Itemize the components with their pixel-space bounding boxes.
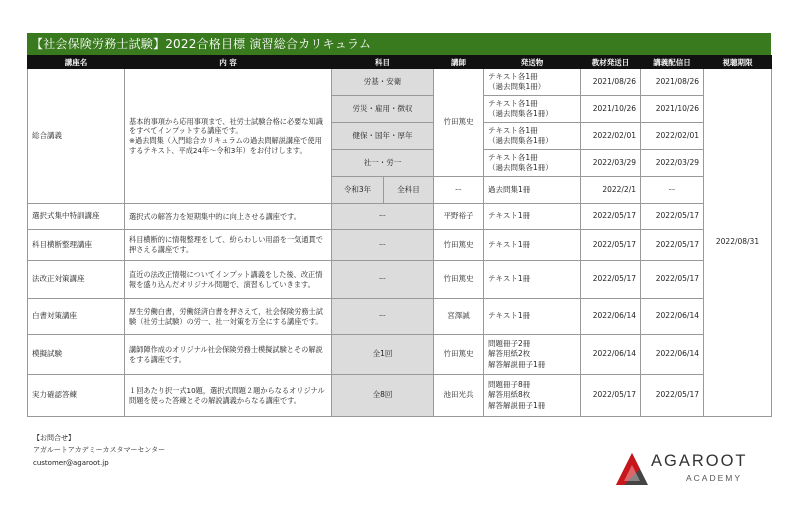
course-content: 講師陣作成のオリジナル社会保険労務士模擬試験とその解説をする講座です。	[125, 335, 332, 375]
agaroot-logo	[614, 451, 774, 491]
ship-date-cell: 2022/03/29	[581, 150, 641, 177]
stream-date-cell: 2022/05/17	[641, 230, 704, 261]
page-title: 【社会保険労務士試験】2022合格目標 演習総合カリキュラム	[27, 33, 771, 55]
course-content: 基本的事項から応用事項まで、社労士試験合格に必要な知識をすべてインプットする講座です。 ※過去問集（入門総合カリキュラムの過去問解説講座で使用するテキスト、平成24年～令和3年）をお付けします。	[125, 69, 332, 204]
table-row	[28, 204, 772, 230]
materials-cell: テキスト各1冊 （過去問集各1冊）	[484, 96, 581, 123]
materials-cell: テキスト各1冊 （過去問集1冊）	[484, 69, 581, 96]
subject-cell: ー	[332, 299, 434, 335]
course-content: 科目横断的に情報整理をして、紛らわしい用語を一気通貫で押さえる講座です。	[125, 230, 332, 261]
materials-cell: 問題冊子8冊 解答用紙8枚 解答解説冊子1冊	[484, 375, 581, 417]
teacher-cell: 竹田篤史	[434, 69, 484, 177]
subject-cell: ー	[332, 204, 434, 230]
stream-date-cell: 2022/06/14	[641, 335, 704, 375]
header-course-name: 講座名	[28, 56, 125, 69]
header-teacher: 講師	[434, 56, 484, 69]
materials-cell: 問題冊子2冊 解答用紙2枚 解答解説冊子1冊	[484, 335, 581, 375]
table-row	[28, 230, 772, 261]
ship-date-cell: 2021/08/26	[581, 69, 641, 96]
materials-cell: テキスト各1冊 （過去問集各1冊）	[484, 150, 581, 177]
header-subject: 科目	[332, 56, 434, 69]
ship-date-cell: 2021/10/26	[581, 96, 641, 123]
ship-date-cell: 2022/05/17	[581, 375, 641, 417]
table-row	[28, 299, 772, 335]
subject-cell: 社一・労一	[332, 150, 434, 177]
stream-date-cell: 2022/05/17	[641, 204, 704, 230]
table-row	[28, 261, 772, 299]
subject-cell: ー	[332, 230, 434, 261]
ship-date-cell: 2022/05/17	[581, 230, 641, 261]
teacher-cell: ー	[434, 177, 484, 204]
teacher-cell: 宮澤誠	[434, 299, 484, 335]
curriculum-table	[27, 55, 772, 417]
teacher-cell: 池田光兵	[434, 375, 484, 417]
subject-cell: 労災・雇用・徴収	[332, 96, 434, 123]
deadline-cell: 2022/08/31	[704, 69, 772, 417]
stream-date-cell: 2022/06/14	[641, 299, 704, 335]
stream-date-cell: ー	[641, 177, 704, 204]
table-row	[28, 69, 772, 96]
logo-sub: ACADEMY	[686, 473, 743, 483]
table-header-row	[28, 56, 772, 69]
course-name: 選択式集中特訓講座	[28, 204, 125, 230]
header-ship-date: 教材発送日	[581, 56, 641, 69]
teacher-cell: 竹田篤史	[434, 261, 484, 299]
header-stream-date: 講義配信日	[641, 56, 704, 69]
stream-date-cell: 2022/05/17	[641, 261, 704, 299]
stream-date-cell: 2022/03/29	[641, 150, 704, 177]
teacher-cell: 竹田篤史	[434, 335, 484, 375]
teacher-cell: 平野裕子	[434, 204, 484, 230]
materials-cell: 過去問集1冊	[484, 177, 581, 204]
ship-date-cell: 2022/02/01	[581, 123, 641, 150]
ship-date-cell: 2022/05/17	[581, 261, 641, 299]
stream-date-cell: 2021/10/26	[641, 96, 704, 123]
materials-cell: テキスト各1冊 （過去問集各1冊）	[484, 123, 581, 150]
ship-date-cell: 2022/06/14	[581, 335, 641, 375]
materials-cell: テキスト1冊	[484, 204, 581, 230]
course-content: 直近の法改正情報についてインプット講義をした後、改正情報を盛り込んだオリジナル問題で、演習もしていきます。	[125, 261, 332, 299]
stream-date-cell: 2021/08/26	[641, 69, 704, 96]
contact-center: アガルートアカデミーカスタマーセンター	[33, 446, 166, 455]
course-name: 科目横断整理講座	[28, 230, 125, 261]
logo-word: AGAROOT	[651, 452, 748, 470]
course-name: 実力確認答練	[28, 375, 125, 417]
ship-date-cell: 2022/2/1	[581, 177, 641, 204]
table-row	[28, 335, 772, 375]
table-row	[28, 375, 772, 417]
header-content: 内 容	[125, 56, 332, 69]
materials-cell: テキスト1冊	[484, 230, 581, 261]
stream-date-cell: 2022/02/01	[641, 123, 704, 150]
course-name: 白書対策講座	[28, 299, 125, 335]
ship-date-cell: 2022/05/17	[581, 204, 641, 230]
logo-mark-icon	[614, 451, 650, 487]
header-deadline: 視聴期限	[704, 56, 772, 69]
subject-cell: 全1回	[332, 335, 434, 375]
contact-email[interactable]: customer@agaroot.jp	[33, 458, 109, 467]
subject-cell: 健保・国年・厚年	[332, 123, 434, 150]
contact-heading: 【お問合せ】	[33, 434, 75, 442]
course-content: １回あたり択一式10題，選択式問題２題からなるオリジナル問題を使った答練とその解説講義からなる講座です。	[125, 375, 332, 417]
subject-cell: 労基・安衛	[332, 69, 434, 96]
course-content: 厚生労働白書，労働経済白書を押さえて，社会保険労務士試験（社労士試験）の労一、社一対策を万全にする講座です。	[125, 299, 332, 335]
subject-cell: 全8回	[332, 375, 434, 417]
course-content: 選択式の解答力を短期集中的に向上させる講座です。	[125, 204, 332, 230]
course-name: 模擬試験	[28, 335, 125, 375]
course-name: 総合講義	[28, 69, 125, 204]
contact-footer	[33, 432, 165, 469]
ship-date-cell: 2022/06/14	[581, 299, 641, 335]
teacher-cell: 竹田篤史	[434, 230, 484, 261]
subject-year-cell: 令和3年	[332, 177, 384, 204]
header-materials: 発送物	[484, 56, 581, 69]
course-name: 法改正対策講座	[28, 261, 125, 299]
subject-all-cell: 全科目	[384, 177, 434, 204]
materials-cell: テキスト1冊	[484, 261, 581, 299]
materials-cell: テキスト1冊	[484, 299, 581, 335]
stream-date-cell: 2022/05/17	[641, 375, 704, 417]
subject-cell: ー	[332, 261, 434, 299]
